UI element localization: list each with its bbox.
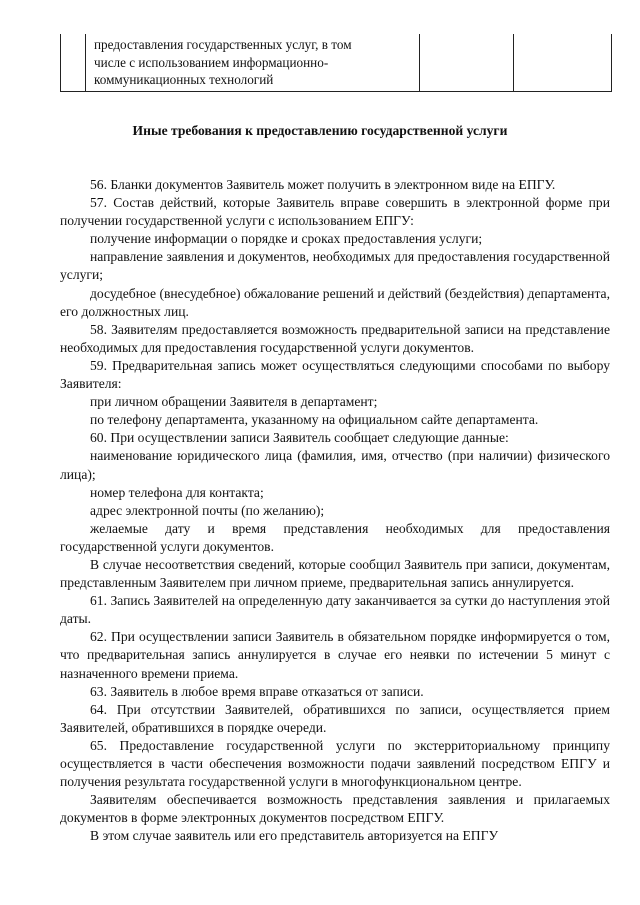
table-cell-line: предоставления государственных услуг, в том xyxy=(94,37,352,52)
table-cell-line: числе с использованием информационно- xyxy=(94,54,329,70)
paragraph: 65. Предоставление государственной услуги по экстерриториальному принципу осуществляется в части обеспечения возможности подачи заявлений посредством ЕПГУ и получения результата государственной услуги в многофункциональном центре. xyxy=(60,737,610,790)
document-body xyxy=(60,176,610,845)
paragraph: получение информации о порядке и сроках предоставления услуги; xyxy=(90,231,483,247)
paragraph: 61. Запись Заявителей на определенную дату заканчивается за сутки до наступления этой даты. xyxy=(60,593,610,627)
table-column-divider xyxy=(85,34,86,91)
paragraph: номер телефона для контакта; xyxy=(90,484,264,500)
paragraph: 58. Заявителям предоставляется возможность предварительной записи на представление необходимых для предоставления государственной услуги документов. xyxy=(60,321,610,355)
paragraph: досудебное (внесудебное) обжалование решений и действий (бездействия) департамента, его должностных лиц. xyxy=(60,285,610,319)
paragraph: 56. Бланки документов Заявитель может получить в электронном виде на ЕПГУ. xyxy=(90,177,556,192)
paragraph: желаемые дату и время представления необходимых для предоставления государственной услуги документов. xyxy=(60,520,610,554)
paragraph: направление заявления и документов, необходимых для предоставления государственной услуги; xyxy=(60,249,610,283)
paragraph: 62. При осуществлении записи Заявитель в обязательном порядке информируется о том, что предварительная запись аннулируется в случае его неявки по истечении 5 минут с назначенного времени приема. xyxy=(60,629,610,681)
paragraph: 63. Заявитель в любое время вправе отказаться от записи. xyxy=(90,683,424,699)
table-cell-text xyxy=(94,36,424,89)
paragraph: 64. При отсутствии Заявителей, обратившихся по записи, осуществляется прием Заявителей, обратившихся в порядке очереди. xyxy=(60,701,610,735)
section-heading: Иные требования к предоставлению государственной услуги xyxy=(132,123,508,138)
paragraph: Заявителям обеспечивается возможность представления заявления и прилагаемых документов в форме электронных документов посредством ЕПГУ. xyxy=(60,792,610,826)
paragraph: по телефону департамента, указанному на официальном сайте департамента. xyxy=(90,412,539,428)
paragraph: В случае несоответствия сведений, которые сообщил Заявитель при записи, документам, представленным Заявителем при личном приеме, предварительная запись аннулируется. xyxy=(60,556,610,591)
table-fragment xyxy=(60,34,612,92)
table-column-divider xyxy=(513,34,514,91)
paragraph: адрес электронной почты (по желанию); xyxy=(90,502,325,518)
paragraph: В этом случае заявитель или его представитель авторизуется на ЕПГУ xyxy=(90,828,499,844)
table-cell-line: коммуникационных технологий xyxy=(94,72,274,87)
paragraph: наименование юридического лица (фамилия, имя, отчество (при наличии) физического лица); xyxy=(60,448,610,482)
paragraph: 60. При осуществлении записи Заявитель сообщает следующие данные: xyxy=(90,430,509,446)
paragraph: 59. Предварительная запись может осуществляться следующими способами по выбору Заявителя: xyxy=(60,357,610,392)
paragraph: 57. Состав действий, которые Заявитель вправе совершить в электронной форме при получении государственной услуги с использованием ЕПГУ: xyxy=(60,195,610,229)
paragraph: при личном обращении Заявителя в департамент; xyxy=(90,394,378,410)
